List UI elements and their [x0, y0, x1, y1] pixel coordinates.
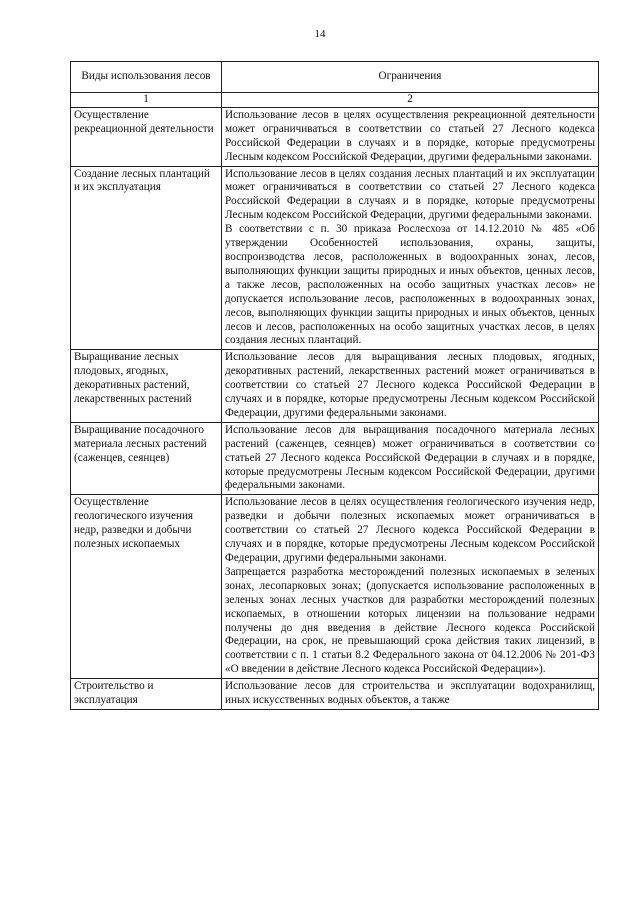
- table-row: [71, 107, 599, 166]
- table-row: [71, 350, 599, 423]
- column-number-2: 2: [222, 93, 599, 108]
- restriction-paragraph: Использование лесов в целях осуществления геологического изучения недр, разведки и добычи полезных ископаемых может ограничиваться в соответствии со статьей 27 Лесного кодекса Российской Федерации в случаях и в порядке, которые предусмотрены Лесным кодексом Российской Федерации, другими федеральными законами.: [225, 496, 595, 564]
- restriction-cell: [222, 166, 599, 350]
- forest-use-kind-cell: Строительство и эксплуатация: [71, 679, 222, 710]
- restriction-paragraph: Использование лесов в целях осуществления рекреационной деятельности может ограничиваться в соответствии со статьей 27 Лесного кодекса Российской Федерации в случаях и в порядке, которые предусмотрены Лесным кодексом Российской Федерации, другими федеральными законами.: [225, 108, 595, 163]
- header-forest-use-kinds: Виды использования лесов: [71, 62, 222, 93]
- restriction-cell: [222, 422, 599, 495]
- table-row: [71, 422, 599, 495]
- header-restrictions: Ограничения: [222, 62, 599, 93]
- restriction-paragraph: Запрещается разработка месторождений полезных ископаемых в зеленых зонах, лесопарковых зонах; (допускается использование расположенных в зеленых зонах лесных участков для разработки месторождений полезных ископаемых, в отношении которых лицензии на пользование недрами получены до дня введения в действие Лесного кодекса Российской Федерации, на срок, не превышающий срока действия таких лицензий, в соответствии с п. 1 статьи 8.2 Федерального закона от 04.12.2006 № 201-ФЗ «О введении в действие Лесного кодекса Российской Федерации»).: [225, 565, 595, 676]
- table-row: [71, 495, 599, 679]
- table-row: [71, 679, 599, 710]
- restriction-paragraph: Использование лесов для выращивания лесных плодовых, ягодных, декоративных растений, лекарственных растений может ограничиваться в соответствии со статьей 27 Лесного кодекса Российской Федерации в случаях и в порядке, которые предусмотрены Лесным кодексом Российской Федерации, другими федеральными законами.: [225, 351, 595, 419]
- column-number-1: 1: [71, 93, 222, 108]
- restriction-paragraph: Использование лесов для строительства и эксплуатации водохранилищ, иных искусственных водных объектов, а также: [225, 680, 595, 707]
- restriction-cell: [222, 107, 599, 166]
- table-header-row: [71, 62, 599, 93]
- restriction-cell: [222, 350, 599, 423]
- page-number: 14: [314, 28, 326, 40]
- restriction-paragraph: В соответствии с п. 30 приказа Рослесхоза от 14.12.2010 № 485 «Об утверждении Особенностей использования, охраны, защиты, воспроизводства лесов, расположенных в водоохранных зонах, лесов, выполняющих функции защиты природных и иных объектов, ценных лесов, а также лесов, расположенных на особо защитных участках лесов» не допускается использование лесов, расположенных в водоохранных зонах, лесов, выполняющих функции защиты природных и иных объектов, ценных лесов и лесов, расположенных на особо защитных участках лесов, в целях создания лесных плантаций.: [225, 223, 595, 347]
- restriction-paragraph: Использование лесов для выращивания посадочного материала лесных растений (саженцев, сеянцев) может ограничиваться в соответствии со статьей 27 Лесного кодекса Российской Федерации в случаях и в порядке, которые предусмотрены Лесным кодексом Российской Федерации, другими федеральными законами.: [225, 423, 595, 492]
- forest-use-kind-cell: Выращивание лесных плодовых, ягодных, декоративных растений, лекарственных растений: [71, 350, 222, 423]
- column-number-row: [71, 93, 599, 108]
- forest-use-kind-cell: Выращивание посадочного материала лесных растений (саженцев, сеянцев): [71, 422, 222, 495]
- forest-use-kind-cell: Осуществление рекреационной деятельности: [71, 107, 222, 166]
- forest-use-kind-cell: Создание лесных плантаций и их эксплуатация: [71, 166, 222, 350]
- restriction-paragraph: Использование лесов в целях создания лесных плантаций и их эксплуатации может ограничиваться в соответствии со статьей 27 Лесного кодекса Российской Федерации в случаях и в порядке, которые предусмотрены Лесным кодексом Российской Федерации, другими федеральными законами.: [225, 167, 595, 222]
- restriction-cell: [222, 679, 599, 710]
- table-row: [71, 166, 599, 350]
- forest-use-kind-cell: Осуществление геологического изучения недр, разведки и добычи полезных ископаемых: [71, 495, 222, 679]
- restrictions-table: [70, 61, 599, 710]
- restriction-cell: [222, 495, 599, 679]
